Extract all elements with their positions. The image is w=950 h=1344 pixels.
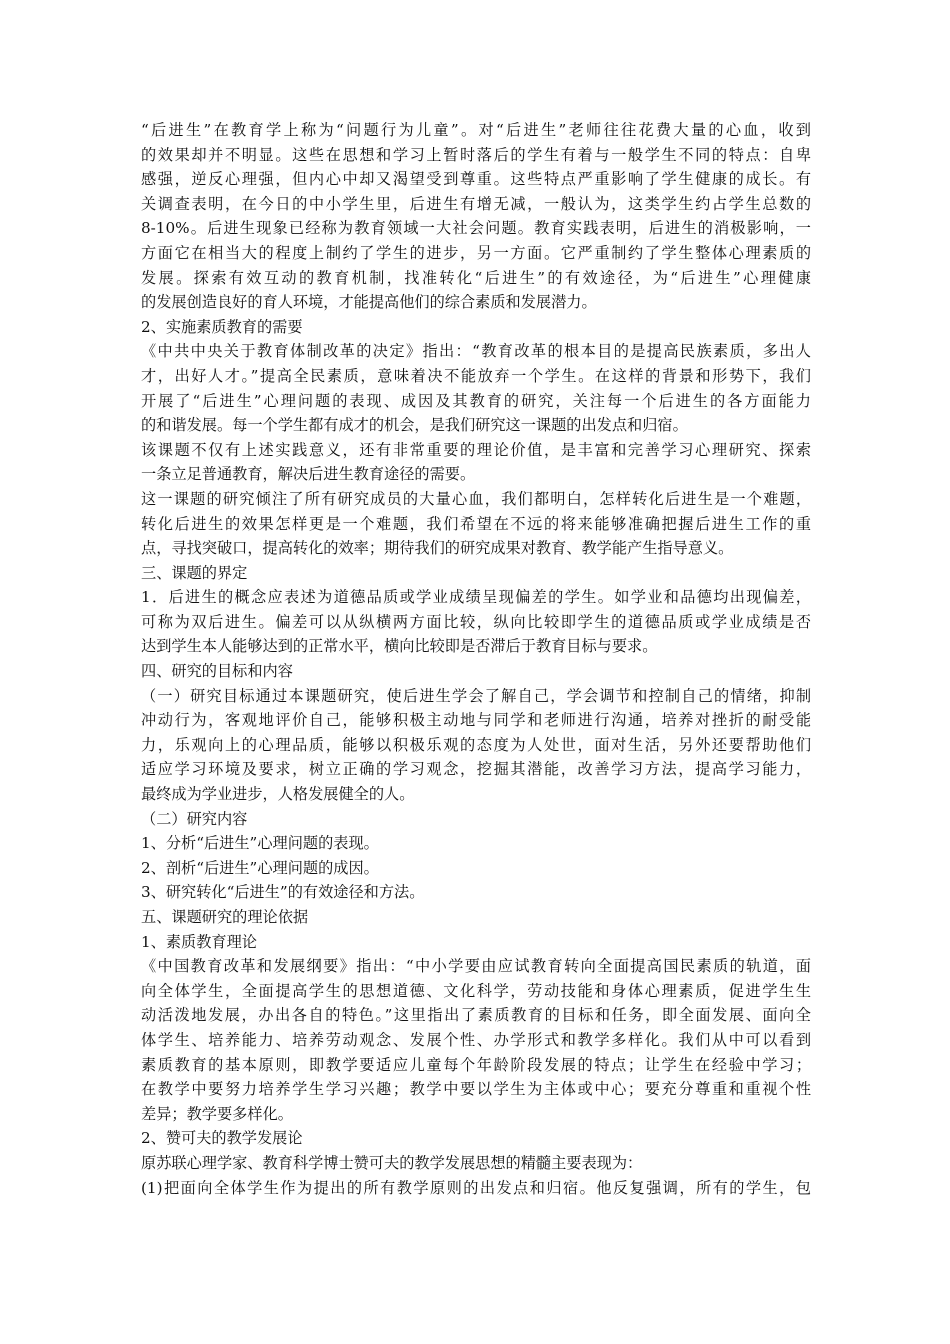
text-line: 发展。探索有效互动的教育机制，找准转化“后进生”的有效途径，为“后进生”心理健康	[141, 268, 811, 287]
text-line: 差异；教学要多样化。	[141, 1104, 293, 1123]
text-line: 2、赞可夫的教学发展论	[141, 1129, 303, 1148]
text-line: 一条立足普通教育，解决后进生教育途径的需要。	[141, 465, 476, 484]
document-body	[141, 118, 811, 1200]
text-line: 2、剖析“后进生”心理问题的成因。	[141, 858, 379, 877]
text-line: (1)把面向全体学生作为提出的所有教学原则的出发点和归宿。他反复强调，所有的学生，包	[141, 1178, 811, 1197]
text-line: 可称为双后进生。偏差可以从纵横两方面比较，纵向比较即学生的道德品质或学业成绩是否	[141, 612, 811, 631]
text-line: 关调查表明，在今日的中小学生里，后进生有增无减，一般认为，这类学生约占学生总数的	[141, 194, 811, 213]
text-line: 素质教育的基本原则，即教学要适应儿童每个年龄阶段发展的特点；让学生在经验中学习；	[141, 1055, 811, 1074]
text-line: 冲动行为，客观地评价自己，能够积极主动地与同学和老师进行沟通，培养对挫折的耐受能	[141, 711, 811, 730]
text-line: 转化后进生的效果怎样更是一个难题，我们希望在不远的将来能够准确把握后进生工作的重	[141, 514, 811, 533]
text-line: 动活泼地发展，办出各自的特色。”这里指出了素质教育的目标和任务，即全面发展、面向全	[141, 1006, 811, 1025]
text-line: 这一课题的研究倾注了所有研究成员的大量心血，我们都明白，怎样转化后进生是一个难题，	[141, 489, 811, 508]
text-line: 感强，逆反心理强，但内心中却又渴望受到尊重。这些特点严重影响了学生健康的成长。有	[141, 170, 811, 189]
text-line: 3、研究转化“后进生”的有效途径和方法。	[141, 883, 425, 902]
text-line: 《中共中央关于教育体制改革的决定》指出：“教育改革的根本目的是提高民族素质，多出人	[141, 342, 811, 361]
text-line: （二）研究内容	[141, 809, 248, 828]
text-line: 点，寻找突破口，提高转化的效率；期待我们的研究成果对教育、教学能产生指导意义。	[141, 539, 734, 558]
text-line: 8-10%。后进生现象已经称为教育领域一大社会问题。教育实践表明，后进生的消极影响，一	[141, 219, 811, 238]
text-line: 1．后进生的概念应表述为道德品质或学业成绩呈现偏差的学生。如学业和品德均出现偏差，	[141, 588, 811, 607]
text-line: 适应学习环境及要求，树立正确的学习观念，挖掘其潜能，改善学习方法，提高学习能力，	[141, 760, 811, 779]
text-line: 开展了“后进生”心理问题的表现、成因及其教育的研究，关注每一个后进生的各方面能力	[141, 391, 811, 410]
text-line: 最终成为学业进步，人格发展健全的人。	[141, 785, 415, 804]
text-line: 四、研究的目标和内容	[141, 662, 293, 681]
text-line: 1、分析“后进生”心理问题的表现。	[141, 834, 379, 853]
text-line: 力，乐观向上的心理品质，能够以积极乐观的态度为人处世，面对生活，另外还要帮助他们	[141, 735, 811, 754]
text-line: 才，出好人才。”提高全民素质，意味着决不能放弃一个学生。在这样的背景和形势下，我们	[141, 366, 811, 385]
text-line: “后进生”在教育学上称为“问题行为儿童”。对“后进生”老师往往花费大量的心血，收到	[141, 121, 811, 139]
text-line: 的和谐发展。每一个学生都有成才的机会，是我们研究这一课题的出发点和归宿。	[141, 416, 688, 435]
text-line: 在教学中要努力培养学生学习兴趣；教学中要以学生为主体或中心；要充分尊重和重视个性	[141, 1080, 811, 1099]
text-line: 该课题不仅有上述实践意义，还有非常重要的理论价值，是丰富和完善学习心理研究、探索	[141, 440, 811, 459]
text-line: 方面它在相当大的程度上制约了学生的进步，另一方面。它严重制约了学生整体心理素质的	[141, 243, 811, 262]
text-line: （一）研究目标通过本课题研究，使后进生学会了解自己，学会调节和控制自己的情绪，抑制	[141, 686, 811, 705]
text-line: 《中国教育改革和发展纲要》指出：“中小学要由应试教育转向全面提高国民素质的轨道，面	[141, 957, 811, 976]
text-line: 体学生、培养能力、培养劳动观念、发展个性、办学形式和教学多样化。我们从中可以看到	[141, 1030, 811, 1049]
text-line: 原苏联心理学家、教育科学博士赞可夫的教学发展思想的精髓主要表现为：	[141, 1153, 643, 1172]
text-line: 达到学生本人能够达到的正常水平，横向比较即是否滞后于教育目标与要求。	[141, 637, 658, 656]
text-line: 的发展创造良好的育人环境，才能提高他们的综合素质和发展潜力。	[141, 293, 597, 312]
text-line: 1、素质教育理论	[141, 932, 257, 951]
text-line: 向全体学生，全面提高学生的思想道德、文化科学，劳动技能和身体心理素质，促进学生生	[141, 981, 811, 1000]
text-line: 2、实施素质教育的需要	[141, 317, 303, 336]
text-line: 三、课题的界定	[141, 563, 248, 582]
text-line: 五、课题研究的理论依据	[141, 908, 309, 926]
text-line: 的效果却并不明显。这些在思想和学习上暂时落后的学生有着与一般学生不同的特点：自卑	[141, 145, 811, 164]
